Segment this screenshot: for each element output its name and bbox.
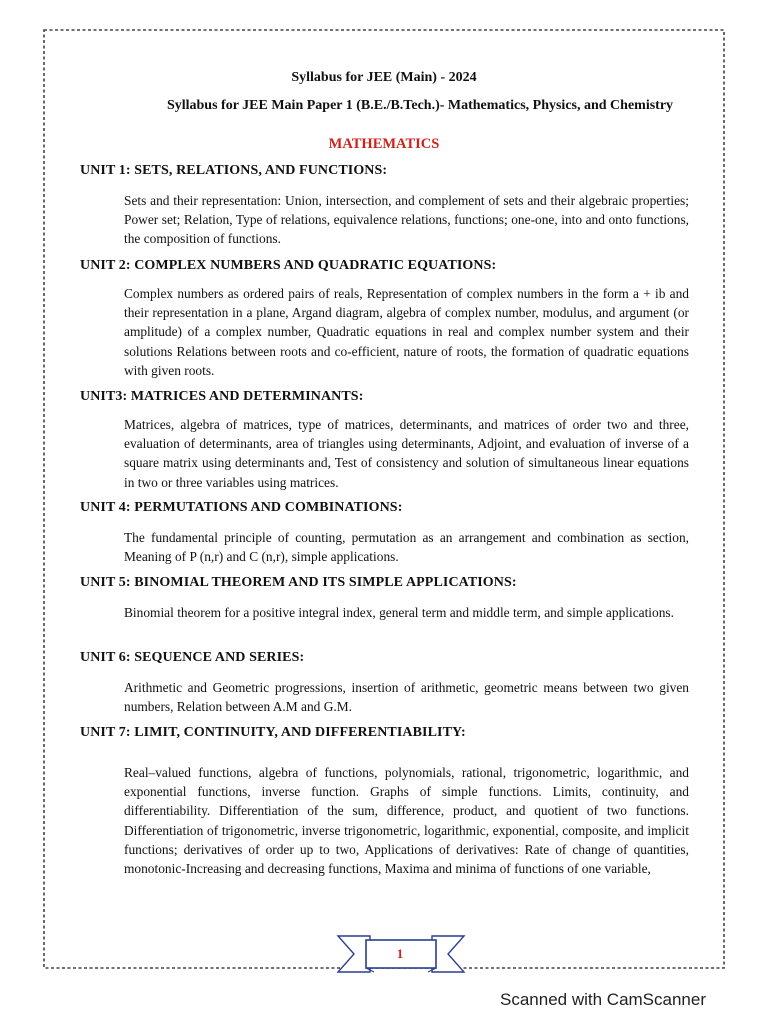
unit-1-heading: UNIT 1: SETS, RELATIONS, AND FUNCTIONS: <box>80 163 388 178</box>
unit-3-body: Matrices, algebra of matrices, type of matrices, determinants, and matrices of order two and three, evaluation of determinants, area of triangles using determinants, Adjoint, and evaluation of inverse of a square matrix using determinants and, Test of consistency and solution of simultaneous linear equations in two or three variables using matrices. <box>124 417 689 490</box>
unit-5-heading: UNIT 5: BINOMIAL THEOREM AND ITS SIMPLE APPLICATIONS: <box>80 575 517 590</box>
page-number: 1 <box>396 946 404 961</box>
unit-7-heading: UNIT 7: LIMIT, CONTINUITY, AND DIFFERENTIABILITY: <box>80 725 466 740</box>
unit-3-heading: UNIT3: MATRICES AND DETERMINANTS: <box>80 389 364 404</box>
unit-2-heading: UNIT 2: COMPLEX NUMBERS AND QUADRATIC EQUATIONS: <box>80 258 497 273</box>
document-subtitle: Syllabus for JEE Main Paper 1 (B.E./B.Tech.)- Mathematics, Physics, and Chemistry <box>166 98 674 113</box>
unit-4-body: The fundamental principle of counting, permutation as an arrangement and combination as section, Meaning of P (n,r) and C (n,r), simple applications. <box>124 530 689 565</box>
unit-6-body: Arithmetic and Geometric progressions, insertion of arithmetic, geometric means between two given numbers, Relation between A.M and G.M. <box>124 680 689 715</box>
unit-6-heading: UNIT 6: SEQUENCE AND SERIES: <box>80 650 305 665</box>
unit-2-body: Complex numbers as ordered pairs of reals, Representation of complex numbers in the form a + ib and their representation in a plane, Argand diagram, algebra of complex number, modulus, and argument (or amplitude) of a complex number, Quadratic equations in real and complex number system and their solutions Relations between roots and co-efficient, nature of roots, the formation of quadratic equations with given roots. <box>124 286 689 378</box>
unit-4-heading: UNIT 4: PERMUTATIONS AND COMBINATIONS: <box>80 500 403 515</box>
unit-7-body: Real–valued functions, algebra of functions, polynomials, rational, trigonometric, logarithmic, and exponential functions, inverse function. Graphs of simple functions. Limits, continuity, and differentiability. Differentiation of the sum, difference, product, and quotient of two functions. Differentiation of trigonometric, inverse trigonometric, logarithmic, exponential, composite, and implicit functions; derivatives of order up to two, Applications of derivatives: Rate of change of quantities, monotonic-Increasing and decreasing functions, Maxima and minima of functions of one variable, <box>124 765 689 877</box>
scanner-watermark: Scanned with CamScanner <box>500 990 707 1009</box>
document-title: Syllabus for JEE (Main) - 2024 <box>291 70 477 85</box>
unit-5-body: Binomial theorem for a positive integral index, general term and middle term, and simple applications. <box>124 605 674 620</box>
unit-1-body: Sets and their representation: Union, intersection, and complement of sets and their algebraic properties; Power set; Relation, Type of relations, equivalence relations, functions; one-one, into and onto functions, the composition of functions. <box>124 193 689 247</box>
subject-heading: MATHEMATICS <box>328 136 440 152</box>
